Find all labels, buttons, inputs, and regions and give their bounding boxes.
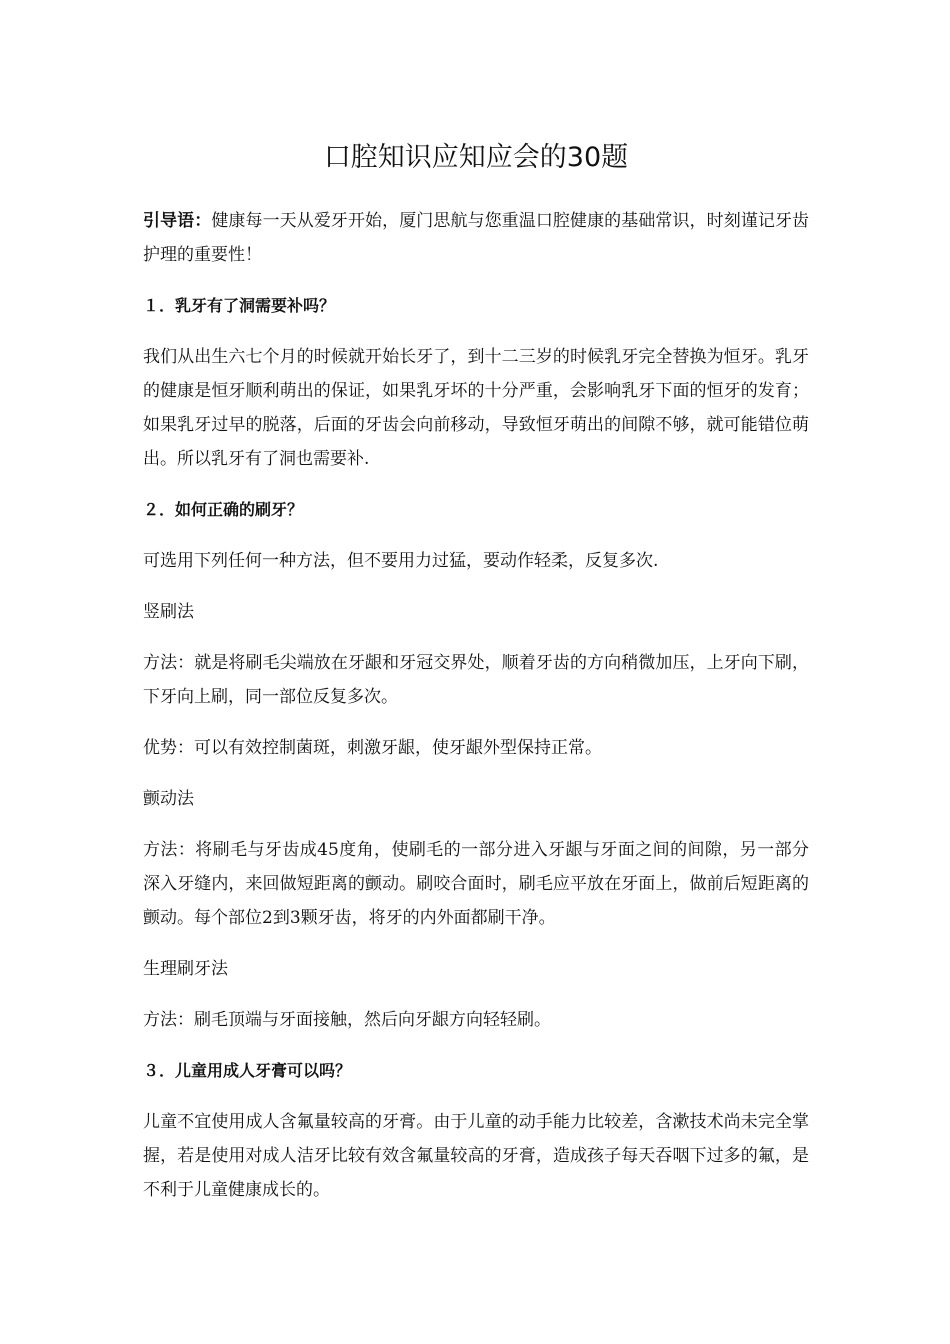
question-3-heading: ３．儿童用成人牙膏可以吗？ <box>143 1061 352 1080</box>
method-vertical-advantage: 优势：可以有效控制菌斑，刺激牙龈，使牙龈外型保持正常。 <box>143 738 602 758</box>
intro-colon: ： <box>194 211 212 231</box>
method-tremor-name: 颤动法 <box>143 789 194 809</box>
method-vertical-name: 竖刷法 <box>143 602 194 622</box>
method-vertical-description: 方法：就是将刷毛尖端放在牙龈和牙冠交界处，顺着牙齿的方向稍微加压，上牙向下刷，下牙向上刷，同一部位反复多次。 <box>143 653 809 707</box>
intro-text: 健康每一天从爱牙开始，厦门思航与您重温口腔健康的基础常识，时刻谨记牙齿护理的重要性！ <box>143 211 810 265</box>
intro-label: 引导语 <box>143 211 195 231</box>
intro-paragraph <box>143 204 809 272</box>
method-tremor-description: 方法：将刷毛与牙齿成45度角，使刷毛的一部分进入牙龈与牙面之间的间隙，另一部分深入牙缝内，来回做短距离的颤动。刷咬合面时，刷毛应平放在牙面上，做前后短距离的颤动。每个部位2到3颗牙齿，将牙的内外面都刷干净。 <box>143 840 809 928</box>
question-2-intro: 可选用下列任何一种方法，但不要用力过猛，要动作轻柔，反复多次. <box>143 551 659 571</box>
method-physiological-description: 方法：刷毛顶端与牙面接触，然后向牙龈方向轻轻刷。 <box>143 1010 551 1030</box>
method-physiological-name: 生理刷牙法 <box>143 959 228 979</box>
question-1-answer: 我们从出生六七个月的时候就开始长牙了，到十二三岁的时候乳牙完全替换为恒牙。乳牙的健康是恒牙顺利萌出的保证，如果乳牙坏的十分严重，会影响乳牙下面的恒牙的发育；如果乳牙过早的脱落，后面的牙齿会向前移动，导致恒牙萌出的间隙不够，就可能错位萌出。所以乳牙有了洞也需要补. <box>143 347 809 469</box>
question-1-heading: １．乳牙有了洞需要补吗？ <box>143 296 336 315</box>
page-title: 口腔知识应知应会的30题 <box>323 142 629 173</box>
document-body <box>143 138 809 1207</box>
question-3-answer: 儿童不宜使用成人含氟量较高的牙膏。由于儿童的动手能力比较差，含漱技术尚未完全掌握，若是使用对成人洁牙比较有效含氟量较高的牙膏，造成孩子每天吞咽下过多的氟，是不利于儿童健康成长的。 <box>143 1112 809 1200</box>
question-2-heading: ２．如何正确的刷牙？ <box>143 500 304 519</box>
